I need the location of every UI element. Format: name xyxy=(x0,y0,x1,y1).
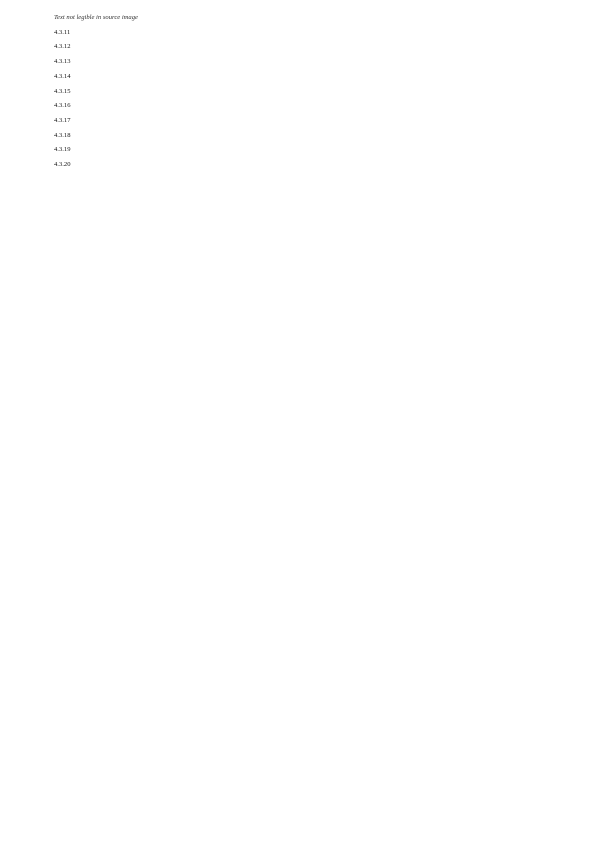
clause-4-3-18: 4.3.18 xyxy=(54,131,71,139)
clause-4-3-12: 4.3.12 xyxy=(54,43,71,51)
clause-4-3-15: 4.3.15 xyxy=(54,87,71,95)
clause-4-3-11: 4.3.11 xyxy=(54,28,71,36)
clause-4-3-14: 4.3.14 xyxy=(54,72,71,80)
clause-4-3-16: 4.3.16 xyxy=(54,102,71,110)
document-body xyxy=(54,14,540,828)
clause-4-3-13: 4.3.13 xyxy=(54,58,71,66)
transcription-note: Text not legible in source image xyxy=(54,14,138,21)
clause-4-3-19: 4.3.19 xyxy=(54,146,71,154)
clause-4-3-20: 4.3.20 xyxy=(54,161,71,169)
clause-4-3-17: 4.3.17 xyxy=(54,116,71,124)
